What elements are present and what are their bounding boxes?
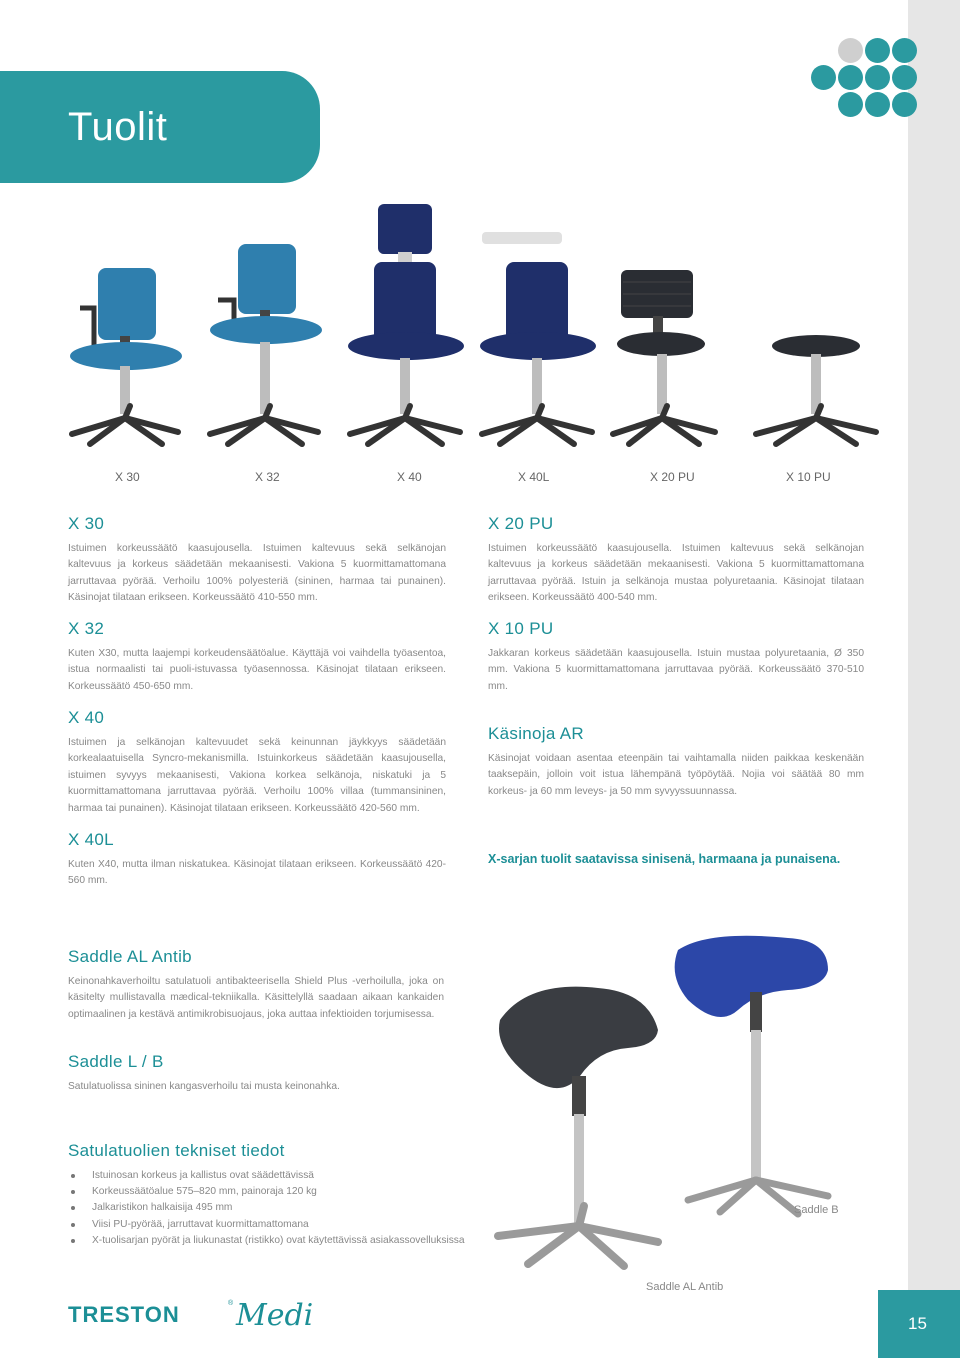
chair-x20pu-image	[605, 196, 735, 458]
bullet	[71, 1174, 75, 1178]
logo-sub: Medi	[236, 1298, 314, 1333]
chair-x30-image	[60, 196, 190, 458]
dot	[838, 65, 863, 90]
section-x20pu	[488, 514, 864, 607]
section-text: Satulatuolissa sininen kangasverhoilu tai musta keinonahka.	[68, 1081, 340, 1092]
decorative-dots	[808, 36, 908, 122]
section-x10pu	[488, 619, 864, 695]
section-heading: X 10 PU	[488, 619, 554, 638]
section-x40	[68, 708, 446, 817]
logo-registered: ®	[228, 1300, 234, 1307]
list-item: Viisi PU-pyörää, jarruttavat kuormittamattomana	[68, 1217, 488, 1233]
dot	[865, 65, 890, 90]
section-heading: X 40	[68, 708, 105, 727]
bullet	[71, 1239, 75, 1243]
treston-medi-logo	[68, 1298, 314, 1338]
highlight-text: X-sarjan tuolit saatavissa sinisenä, harmaana ja punaisena.	[488, 852, 841, 866]
dot	[865, 38, 890, 63]
dot	[892, 65, 917, 90]
list-item: Korkeussäätöalue 575–820 mm, painoraja 120 kg	[68, 1184, 488, 1200]
section-text: Käsinojat voidaan asentaa eteenpäin tai vaihtamalla niiden paikkaa keskenään taaksepäin, jolloin voit istua lähempänä työpöytää. Nojia voi säätää 80 mm korkeus- ja 60 mm leveys- ja 50 mm syvyyssuunnassa.	[488, 753, 864, 797]
section-heading: Satulatuolien tekniset tiedot	[68, 1141, 285, 1160]
side-bar	[908, 0, 960, 1358]
section-heading: X 30	[68, 514, 105, 533]
saddle-images	[488, 880, 908, 1280]
chair-x32-image	[198, 196, 328, 458]
bullet	[71, 1190, 75, 1194]
section-heading: X 32	[68, 619, 105, 638]
dot	[865, 92, 890, 117]
section-x30	[68, 514, 446, 607]
section-text: Jakkaran korkeus säädetään kaasujousella. Istuin mustaa polyuretaania, Ø 350 mm. Vakiona 5 kuormittamattomana jarruttavaa pyörää. Korkeussäätö 370-510 mm.	[488, 648, 864, 692]
dot	[838, 92, 863, 117]
dot	[838, 38, 863, 63]
chair-label: X 40	[397, 470, 422, 484]
list-item: Istuinosan korkeus ja kallistus ovat säädettävissä	[68, 1168, 488, 1184]
chair-x10pu-image	[746, 196, 886, 458]
chair-label: X 40L	[518, 470, 550, 484]
section-saddle-lb	[68, 1052, 444, 1095]
list-item: Jalkaristikon halkaisija 495 mm	[68, 1200, 488, 1216]
chairs-row	[60, 196, 890, 458]
chair-label: X 32	[255, 470, 280, 484]
chair-label: X 20 PU	[650, 470, 695, 484]
chair-x40-image	[340, 196, 470, 458]
dot	[811, 65, 836, 90]
page-title: Tuolit	[68, 105, 168, 149]
bullet	[71, 1223, 75, 1227]
caption-saddle-b: Saddle B	[794, 1204, 839, 1216]
section-text: Istuimen korkeussäätö kaasujousella. Istuimen kaltevuus sekä selkänojan kaltevuus ja korkeus säädetään mekaanisesti. Vakiona 5 kuormittamattomana jarruttavaa pyörää. Verhoilu 100% polyesteriä (sininen, harmaa tai punainen). Käsinojat tilataan erikseen. Korkeussäätö 410-550 mm.	[68, 543, 446, 604]
logo-text: TRESTON	[68, 1302, 180, 1327]
section-saddle-al	[68, 947, 444, 1023]
tech-list	[68, 1168, 488, 1249]
chair-label: X 10 PU	[786, 470, 831, 484]
bullet	[71, 1206, 75, 1210]
chair-label: X 30	[115, 470, 140, 484]
section-x40l	[68, 830, 446, 890]
section-heading: Saddle L / B	[68, 1052, 164, 1071]
chair-x40l-image	[470, 196, 600, 458]
section-text: Kuten X30, mutta laajempi korkeudensäätöalue. Käyttäjä voi vaihdella työasentoa, istua normaalisti tai puoli-istuvassa työasennossa. Käsinojat tilataan erikseen. Korkeussäätö 450-650 mm.	[68, 648, 446, 692]
section-heading: X 40L	[68, 830, 114, 849]
title-tab	[0, 71, 320, 183]
page-number-box	[878, 1290, 960, 1358]
section-x32	[68, 619, 446, 695]
section-text: Istuimen ja selkänojan kaltevuudet sekä keinunnan jäykkyys säädetään korkealaatuisella Syncro-mekanismilla. Istuinkorkeus säädetään kaasujousella, istuimen syvyys mekaanisesti, Vakiona korkea selkänoja, niskatuki ja 5 kuormittamattomana jarruttavaa pyörää. Verhoilu 100% villaa (tummansininen, harmaa tai punainen). Käsinojat tilataan erikseen. Korkeussäätö 420-560 mm.	[68, 737, 446, 814]
dot	[892, 92, 917, 117]
saddle-illustration	[488, 880, 908, 1280]
section-text: Istuimen korkeussäätö kaasujousella. Istuimen kaltevuus sekä selkänojan kaltevuus ja korkeus säädetään mekaanisesti. Vakiona 5 kuormittamattomana jarruttavaa pyörää. Istuin ja selkänoja mustaa polyuretaania. Käsinojat tilataan erikseen. Korkeussäätö 400-540 mm.	[488, 543, 864, 604]
section-heading: X 20 PU	[488, 514, 554, 533]
section-text: Kuten X40, mutta ilman niskatukea. Käsinojat tilataan erikseen. Korkeussäätö 420-560 mm.	[68, 859, 446, 887]
section-heading: Käsinoja AR	[488, 724, 584, 743]
list-item: X-tuolisarjan pyörät ja liukunastat (ristikko) ovat käytettävissä asiakassovelluksissa	[68, 1233, 488, 1249]
section-tech	[68, 1141, 488, 1249]
section-kasinoja	[488, 724, 864, 800]
section-heading: Saddle AL Antib	[68, 947, 192, 966]
section-text: Keinonahkaverhoiltu satulatuoli antibakteerisella Shield Plus -verhoilulla, joka on käsitelty mullistavalla mædical-tekniikalla. Käsittelyllä saadaan aikaan kankaiden optimaalinen ja kestävä antimikrobisuojaus, joka auttaa infektioiden torjumisessa.	[68, 976, 444, 1020]
caption-saddle-al: Saddle AL Antib	[646, 1281, 724, 1293]
page-number: 15	[908, 1314, 927, 1333]
dot	[892, 38, 917, 63]
